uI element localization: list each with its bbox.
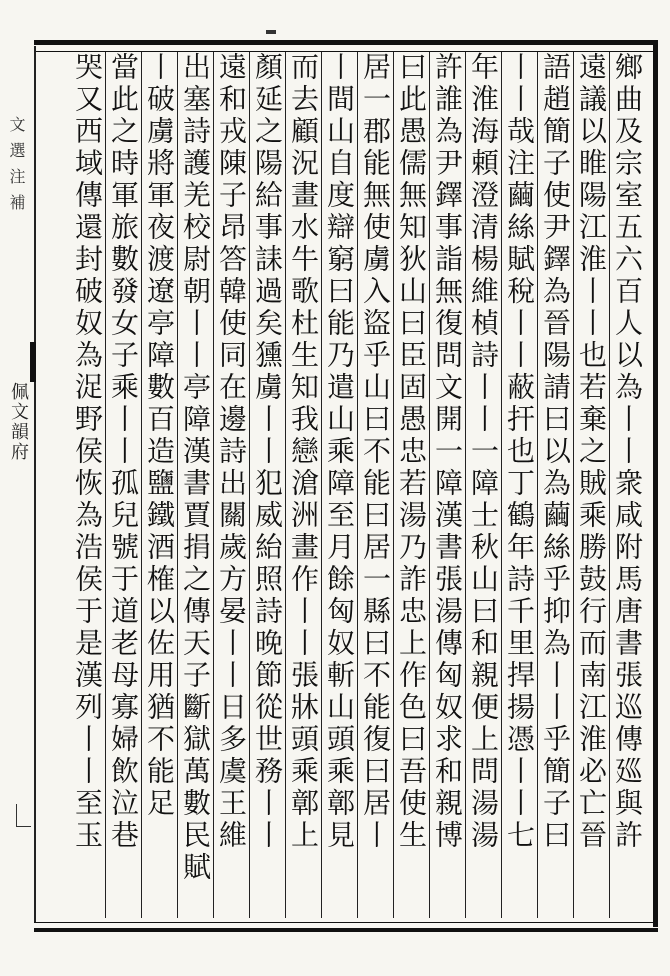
page-mark bbox=[266, 30, 276, 34]
book-spine bbox=[0, 46, 36, 922]
text-column: 哭又西域傳還封破奴為浞野侯恢為浩侯于是漢列丨丨至玉 bbox=[71, 52, 104, 852]
top-border bbox=[34, 40, 658, 52]
bottom-border bbox=[34, 922, 658, 932]
text-column: 曰此愚儒無知狄山曰臣固愚忠若湯乃詐忠上作色曰吾使生 bbox=[395, 52, 428, 852]
text-column: 當此之時軍旅數發女子乘丨丨孤兒號于道老母寡婦飲泣巷 bbox=[107, 52, 140, 852]
text-column: 鄉曲及宗室五六百人以為丨丨衆咸附馬唐書張巡傳廵與許 bbox=[611, 52, 644, 852]
right-border bbox=[653, 40, 658, 927]
text-column: 遠議以睢陽江淮丨丨也若棄之賊乘勝鼓行而南江淮必亡晉 bbox=[575, 52, 608, 852]
text-column: 顏延之陽給事誄過矣獯虜丨丨犯威紿照詩晚節從世務丨丨 bbox=[251, 52, 284, 852]
text-column: 出塞詩護羌校尉朝丨丨亭障漢書賈捐之傳天子斷獄萬數民賦 bbox=[179, 52, 212, 884]
text-column: 而去顧況畫水牛歌杜生知我戀滄洲畫作丨丨張牀頭乘鄣上 bbox=[287, 52, 320, 852]
text-column: 語趙簡子使尹鐸為晉陽請曰以為繭絲乎抑為丨丨乎簡子曰 bbox=[539, 52, 572, 852]
spine-black-tab bbox=[30, 342, 36, 382]
text-column: 丨間山自度辯窮曰能乃遣山乘障至月餘匈奴斬山頭乘鄣見 bbox=[323, 52, 356, 852]
text-column: 年淮海頼澄清楊維楨詩丨丨一障士秋山曰和親便上問湯湯 bbox=[467, 52, 500, 852]
spine-title: 佩文韻府 bbox=[8, 382, 29, 462]
text-column: 丨丨哉注繭絲賦稅丨丨蔽扞也丁鶴年詩千里捍揚憑丨丨七 bbox=[503, 52, 536, 852]
text-column: 許誰為尹鐸事詣無復問文開一障漢書張湯傳匈奴求和親博 bbox=[431, 52, 464, 852]
spine-marks: 文選注補 bbox=[7, 116, 26, 220]
text-column: 居一郡能無使虜入盜乎山曰不能曰居一縣曰不能復曰居丨 bbox=[359, 52, 392, 852]
text-column: 丨破虜將軍夜渡遼亭障數百造鹽鐵酒榷以佐用猶不能足 bbox=[143, 52, 176, 820]
spine-bracket bbox=[16, 804, 31, 827]
text-columns bbox=[70, 52, 644, 918]
text-column: 遠和戎陳子昂答韓使同在邊詩出關歲方晏丨丨日多虞王維 bbox=[215, 52, 248, 852]
